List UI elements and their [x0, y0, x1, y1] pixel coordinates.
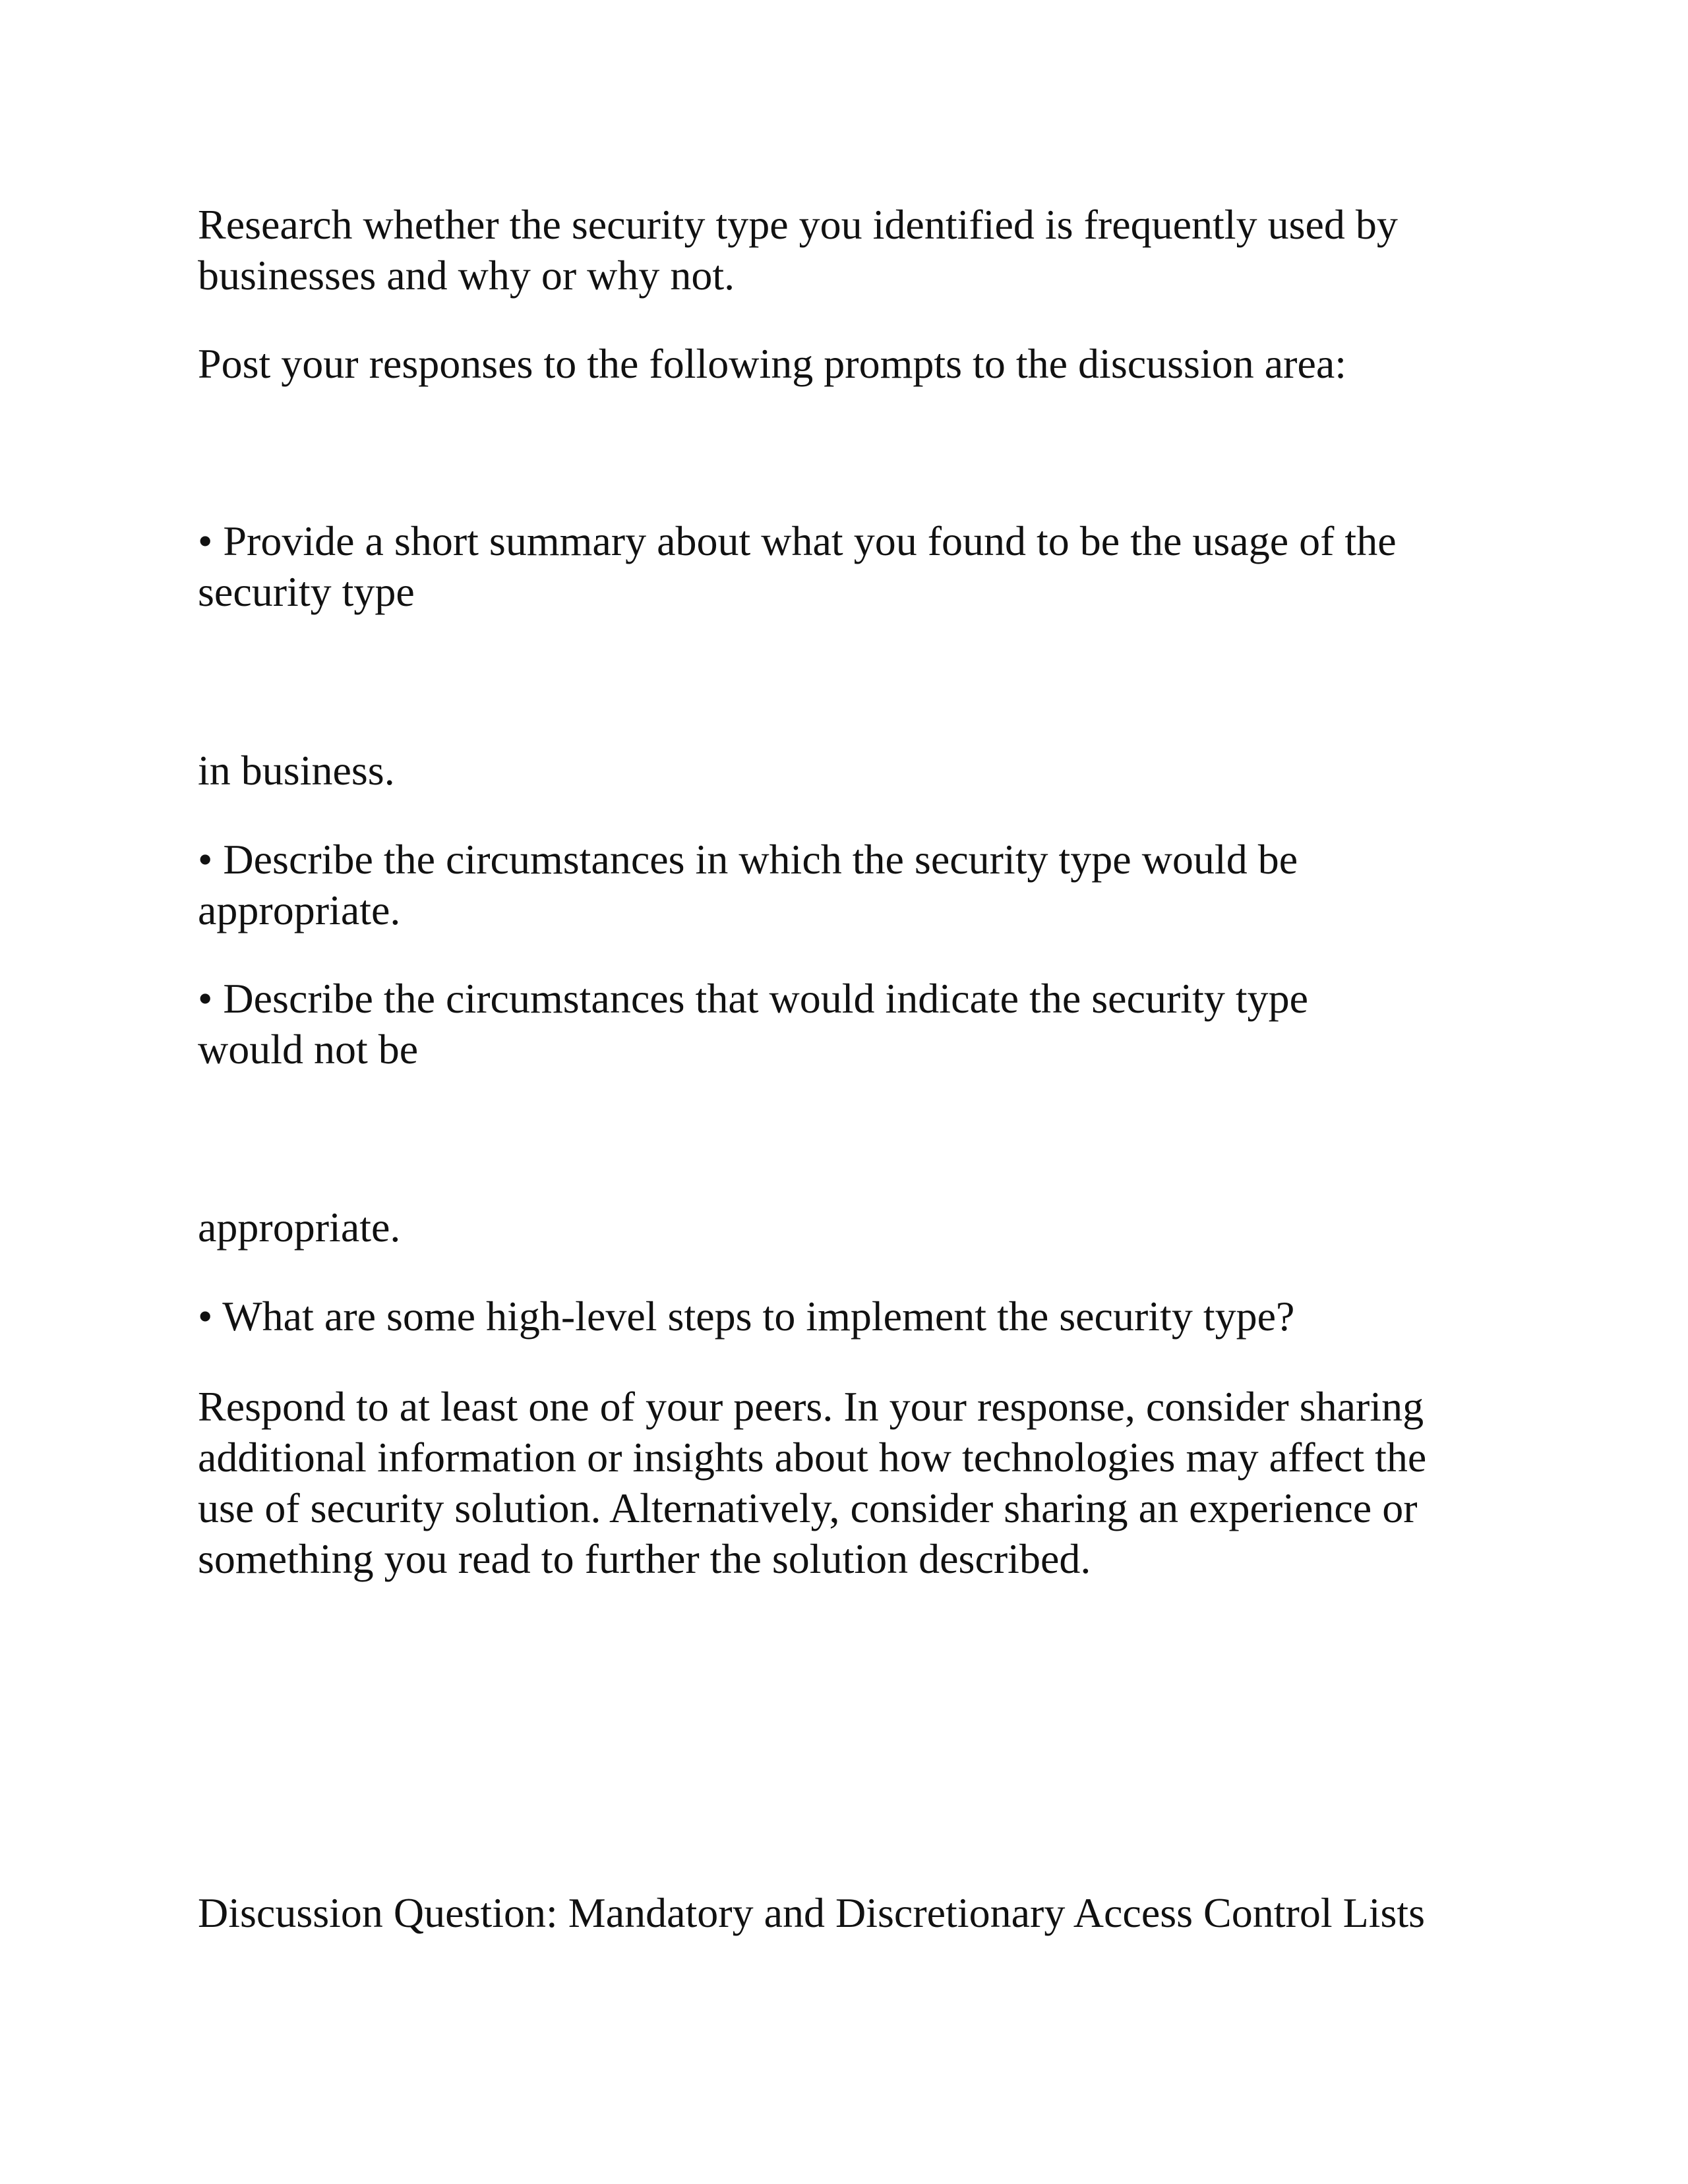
bullet-short-summary-continued: in business.	[198, 747, 395, 794]
paragraph-post-prompts: Post your responses to the following prompts to the discussion area:	[198, 340, 1347, 387]
bullet-appropriate-circumstances: • Describe the circumstances in which the security type would be appropriate.	[198, 836, 1298, 933]
paragraph-research-intro: Research whether the security type you identified is frequently used by businesses and why or why not.	[198, 201, 1398, 299]
discussion-question-heading: Discussion Question: Mandatory and Discretionary Access Control Lists	[198, 1889, 1426, 1936]
paragraph-respond-to-peers: Respond to at least one of your peers. In your response, consider sharing additional information or insights about how technologies may affect the use of security solution. Alternatively, consider sharing an experience or something you read to further the solution described.	[198, 1383, 1427, 1582]
bullet-short-summary: • Provide a short summary about what you found to be the usage of the security type	[198, 517, 1397, 615]
bullet-implementation-steps: • What are some high-level steps to implement the security type?	[198, 1293, 1295, 1340]
bullet-not-appropriate-continued: appropriate.	[198, 1204, 401, 1251]
bullet-not-appropriate-circumstances: • Describe the circumstances that would indicate the security type would not be	[198, 975, 1309, 1073]
